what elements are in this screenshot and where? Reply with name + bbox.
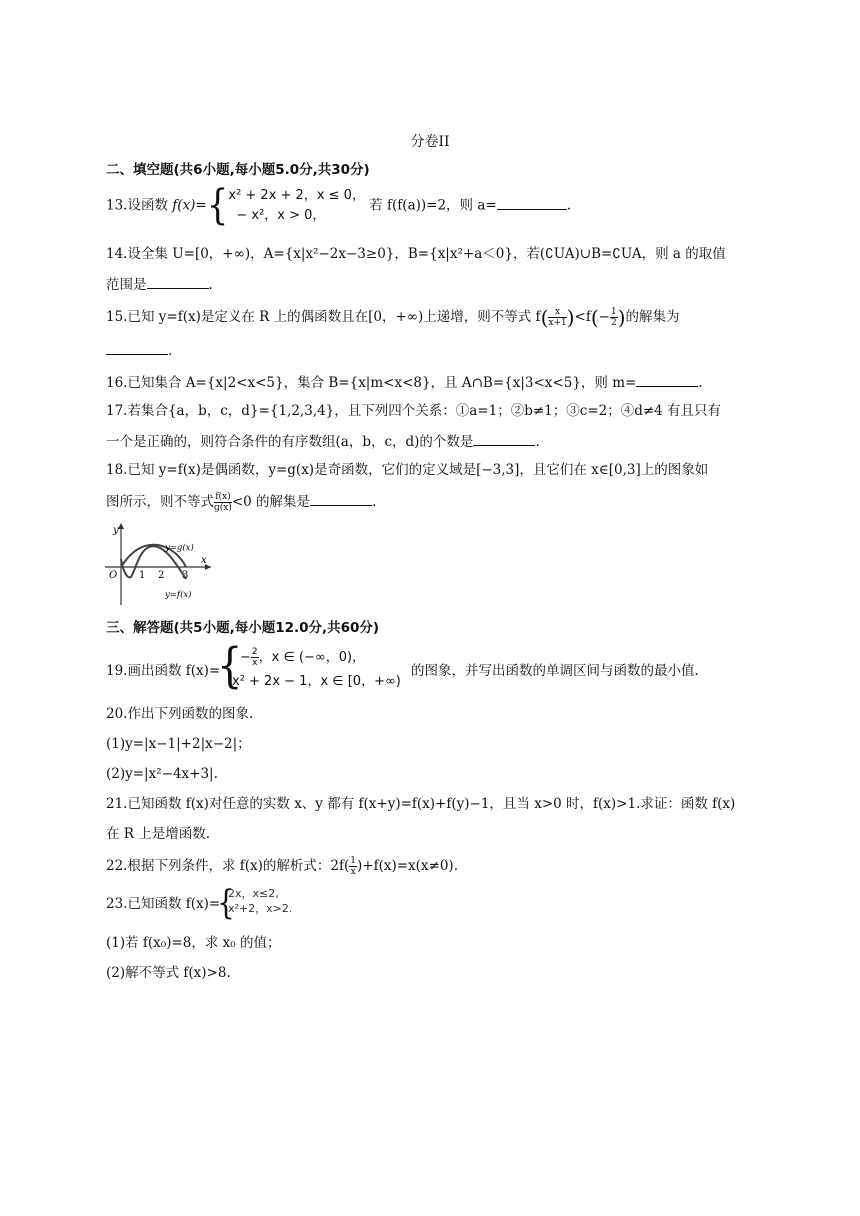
tick-3: 3	[182, 570, 189, 581]
question-23: 23.已知函数 f(x)= { 2x，x≤2, x²+2，x>2.	[106, 882, 293, 923]
answer-blank	[147, 274, 209, 289]
question-15-line2: .	[106, 340, 760, 361]
answer-blank	[636, 372, 698, 387]
label-origin: O	[109, 570, 118, 581]
question-21-line1: 21.已知函数 f(x)对任意的实数 x、y 都有 f(x+y)=f(x)+f(y)−1，且当 x>0 时，f(x)>1.求证：函数 f(x)	[106, 796, 736, 812]
question-14-line1: 14.设全集 U=[0，+∞)，A={x|x²−2x−3≥0}，B={x|x²+a＜0}，若(∁UA)∪B=∁UA，则 a 的取值	[106, 246, 726, 262]
question-19: 19.画出函数 f(x)= { − $\frac{2}{x}$ ，x ∈ (−∞，0)， x² + 2x − 1，x ∈ [0，+∞) 的图象，并写出函数的单调区间与函数的最小值.	[106, 638, 699, 694]
q13-piecewise: x² + 2x + 2，x ≤ 0， − x²，x > 0，	[228, 188, 365, 223]
tick-1: 1	[139, 570, 146, 581]
answer-blank	[106, 340, 168, 355]
answer-blank	[473, 431, 535, 446]
answer-blank	[497, 195, 567, 210]
function-graph	[103, 521, 215, 607]
answer-blank	[310, 491, 372, 506]
question-15: 15.已知 y=f(x)是定义在 R 上的偶函数且在[0，+∞)上递增，则不等式 f( $\frac{x}{x+1}$ )<f(− $\frac{1}{2}$ )的解集为	[106, 305, 680, 330]
question-17-line2: 一个是正确的，则符合条件的有序数组(a，b，c，d)的个数是 .	[106, 431, 760, 452]
q19-piecewise: − $\frac{2}{x}$ ，x ∈ (−∞，0)， x² + 2x − 1，x ∈ [0，+∞)	[232, 647, 401, 689]
label-x: x	[201, 555, 207, 566]
question-22: 22.根据下列条件，求 f(x)的解析式：2f( $\frac{1}{x}$ )+f(x)=x(x≠0).	[106, 856, 458, 877]
q23-piecewise: 2x，x≤2, x²+2，x>2.	[228, 887, 293, 915]
question-20-part1: (1)y=|x−1|+2|x−2|；	[106, 736, 251, 752]
question-17-line1: 17.若集合{a，b，c，d}={1,2,3,4}，且下列四个关系：①a=1；②b≠1；③c=2；④d≠4 有且只有	[106, 403, 722, 419]
tick-2: 2	[158, 570, 165, 581]
label-y: y	[113, 525, 119, 536]
y-axis-arrow-icon	[118, 523, 124, 529]
label-f: y=f(x)	[165, 590, 192, 600]
section2-heading: 二、填空题(共6小题,每小题5.0分,共30分)	[106, 162, 370, 178]
question-21-line2: 在 R 上是增函数.	[106, 826, 211, 842]
label-g: y=g(x)	[165, 543, 194, 553]
section3-heading: 三、解答题(共5小题,每小题12.0分,共60分)	[106, 620, 380, 636]
question-20-part2: (2)y=|x²−4x+3|.	[106, 766, 218, 782]
question-23-part1: (1)若 f(x₀)=8，求 x₀ 的值；	[106, 935, 281, 951]
question-14-line2: 范围是 .	[106, 274, 760, 295]
question-13: 13.设函数 f(x)={ x² + 2x + 2，x ≤ 0， − x²，x > 0， 若 f(f(a))=2，则 a= .	[106, 182, 571, 230]
question-20: 20.作出下列函数的图象.	[106, 706, 254, 722]
question-16: 16.已知集合 A={x|2<x<5}，集合 B={x|m<x<8}，且 A∩B={x|3<x<5}，则 m= .	[106, 372, 760, 393]
section-title: 分卷II	[410, 134, 450, 150]
question-18-line1: 18.已知 y=f(x)是偶函数，y=g(x)是奇函数，它们的定义域是[−3,3]，且它们在 x∈[0,3]上的图象如	[106, 462, 709, 478]
question-23-part2: (2)解不等式 f(x)>8.	[106, 965, 231, 981]
question-18-line2: 图所示，则不等式 $\frac{f(x)}{g(x)}$ <0 的解集是 .	[106, 492, 377, 513]
